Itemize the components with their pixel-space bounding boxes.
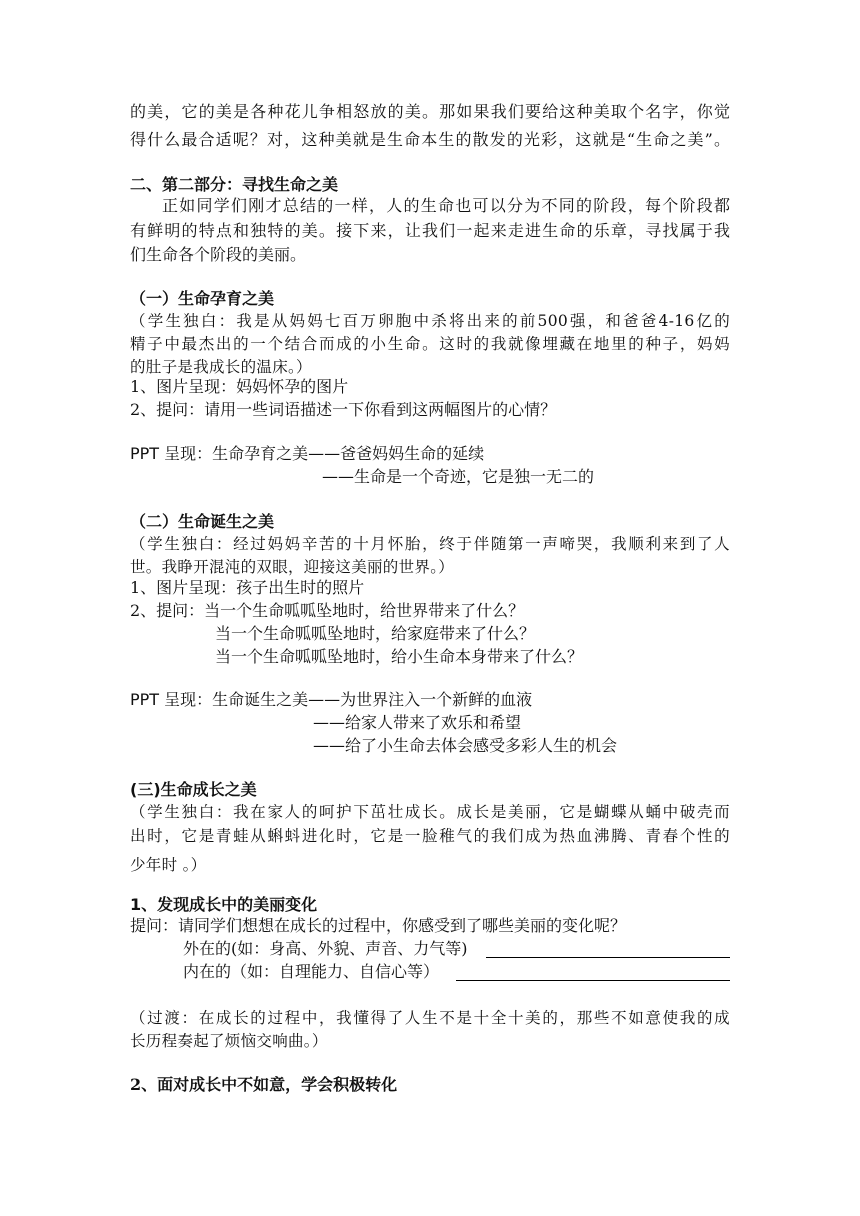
section2-item-2a: 2、提问：当一个生命呱呱坠地时，给世界带来了什么？	[130, 601, 525, 620]
part2-para-line-1: 正如同学们刚才总结的一样，人的生命也可以分为不同的阶段，每个阶段都	[162, 196, 730, 215]
section3-heading: (三)生命成长之美	[130, 780, 257, 799]
section3-question: 提问：请同学们想想在成长的过程中，你感受到了哪些美丽的变化呢？	[130, 916, 627, 935]
section2-item-2c: 当一个生命呱呱坠地时，给小生命本身带来了什么？	[215, 647, 584, 666]
part2-heading: 二、第二部分：寻找生命之美	[130, 175, 339, 194]
section1-ppt-line-2: ——生命是一个奇迹，它是独一无二的	[322, 467, 595, 486]
part2-para-line-2: 有鲜明的特点和独特的美。接下来，让我们一起来走进生命的乐章，寻找属于我	[130, 221, 730, 240]
section3-subheading-1: 1、发现成长中的美丽变化	[130, 895, 318, 914]
section1-monologue-line-2: 精子中最杰出的一个结合而成的小生命。这时的我就像埋藏在地里的种子，妈妈	[130, 335, 730, 353]
section2-item-2b: 当一个生命呱呱坠地时，给家庭带来了什么？	[215, 624, 536, 643]
inner-answer-blank	[456, 980, 730, 981]
outer-answer-blank	[486, 957, 730, 958]
section1-heading: （一）生命孕育之美	[130, 289, 275, 308]
intro-line-1: 的美，它的美是各种花儿争相怒放的美。那如果我们要给这种美取个名字，你觉	[130, 102, 730, 121]
section2-monologue-line-1: （学生独白：经过妈妈辛苦的十月怀胎，终于伴随第一声啼哭，我顺利来到了人	[130, 535, 730, 553]
section1-item-2: 2、提问：请用一些词语描述一下你看到这两幅图片的心情？	[130, 400, 557, 419]
section1-monologue-line-3: 的肚子是我成长的温床。）	[130, 358, 312, 376]
section1-monologue-line-1: （学生独白：我是从妈妈七百万卵胞中杀将出来的前500强，和爸爸4-16亿的	[130, 312, 730, 330]
part2-para-line-3: 们生命各个阶段的美丽。	[130, 245, 307, 264]
section2-ppt-line-3: ——给了小生命去体会感受多彩人生的机会	[313, 736, 618, 755]
section2-heading: （二）生命诞生之美	[130, 512, 275, 531]
section3-monologue-line-3: 少年时 。）	[130, 856, 207, 874]
transition-line-2: 长历程奏起了烦恼交响曲。）	[130, 1032, 328, 1050]
section1-item-1: 1、图片呈现：妈妈怀孕的图片	[130, 377, 349, 396]
section2-ppt-line-1: PPT 呈现：生命诞生之美——为世界注入一个新鲜的血液	[130, 690, 533, 709]
transition-line-1: （过渡：在成长的过程中，我懂得了人生不是十全十美的，那些不如意使我的成	[130, 1009, 730, 1027]
section2-ppt-line-2: ——给家人带来了欢乐和希望	[313, 713, 522, 732]
section2-item-1: 1、图片呈现：孩子出生时的照片	[130, 578, 365, 597]
section1-ppt-line-1: PPT 呈现：生命孕育之美——爸爸妈妈生命的延续	[130, 444, 485, 463]
section3-monologue-line-1: （学生独白：我在家人的呵护下茁壮成长。成长是美丽，它是蝴蝶从蛹中破壳而	[130, 803, 730, 821]
section3-monologue-line-2: 出时，它是青蛙从蝌蚪进化时，它是一脸稚气的我们成为热血沸腾、青春个性的	[130, 827, 730, 845]
section3-subheading-2: 2、面对成长中不如意，学会积极转化	[130, 1075, 398, 1094]
section2-monologue-line-2: 世。我睁开混沌的双眼，迎接这美丽的世界。）	[130, 558, 455, 576]
section3-inner-label: 内在的（如：自理能力、自信心等）	[183, 962, 440, 981]
intro-line-2: 得什么最合适呢？对，这种美就是生命本生的散发的光彩，这就是“生命之美”。	[130, 130, 730, 149]
section3-outer-label: 外在的(如：身高、外貌、声音、力气等)	[183, 939, 468, 958]
